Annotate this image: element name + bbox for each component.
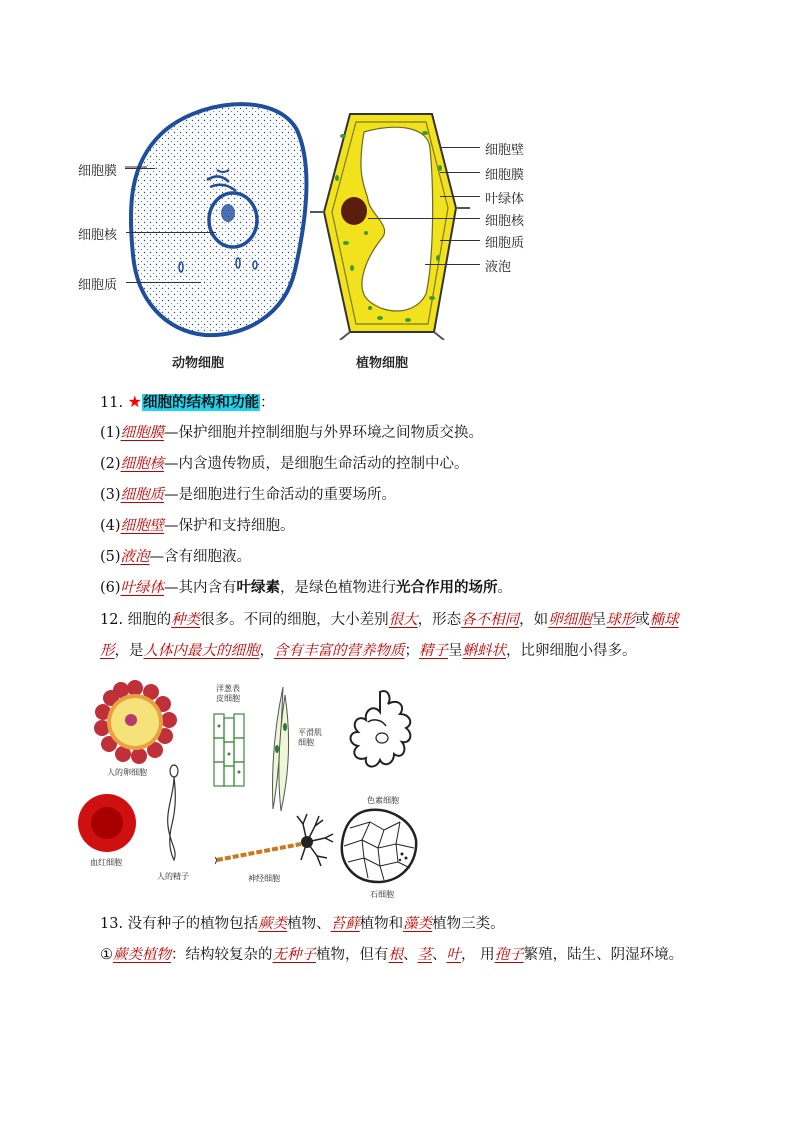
leader-line <box>126 232 216 233</box>
onion-cell-image <box>212 712 248 788</box>
animal-label-membrane: 细胞膜 <box>78 164 118 179</box>
leader-line <box>440 196 480 197</box>
leader-line <box>368 218 480 219</box>
neuron-label: 神经细胞 <box>248 874 280 883</box>
plant-label-chloroplast: 叶绿体 <box>485 192 525 207</box>
star-icon: ★ <box>127 392 143 411</box>
red-blood-cell-image <box>77 793 137 853</box>
stone-cell-label: 石细胞 <box>370 890 394 899</box>
plant-cell-caption: 植物细胞 <box>356 356 409 371</box>
onion-cell-label: 洋葱表皮细胞 <box>216 684 240 703</box>
smooth-muscle-image <box>265 685 297 813</box>
plant-label-nucleus: 细胞核 <box>485 214 525 229</box>
smooth-muscle-label: 平滑肌细胞 <box>298 728 322 747</box>
stone-cell-image <box>340 808 418 884</box>
plant-label-membrane: 细胞膜 <box>485 168 525 183</box>
s12-line-1: 12. 细胞的种类很多。不同的细胞，大小差别很大，形态各不相同，如卵细胞呈球形或椭球 <box>100 612 679 628</box>
egg-cell-image <box>93 680 177 764</box>
animal-cell-diagram <box>125 95 315 345</box>
s11-item-1: (1)细胞膜—保护细胞并控制细胞与外界环境之间物质交换。 <box>100 425 484 441</box>
s11-item-6: (6)叶绿体—其内含有叶绿素，是绿色植物进行光合作用的场所。 <box>100 579 513 596</box>
sperm-label: 人的精子 <box>157 872 189 881</box>
s11-heading: 11. ★细胞的结构和功能： <box>100 392 275 411</box>
neuron-image <box>215 812 335 870</box>
s11-title: 细胞的结构和功能 <box>143 394 260 411</box>
egg-cell-label: 人的卵细胞 <box>107 768 147 777</box>
leader-line <box>440 172 480 173</box>
s13-line-2: ①蕨类植物：结构较复杂的无种子植物，但有根、茎、叶， 用孢子繁殖，陆生、阴湿环境。 <box>100 947 684 963</box>
pigment-cell-label: 色素细胞 <box>367 796 399 805</box>
plant-label-vacuole: 液泡 <box>485 260 512 275</box>
s13-line-1: 13. 没有种子的植物包括蕨类植物、苔藓植物和藻类植物三类。 <box>100 916 505 932</box>
animal-label-cytoplasm: 细胞质 <box>78 278 118 293</box>
plant-label-cytoplasm: 细胞质 <box>485 236 525 251</box>
plant-label-wall: 细胞壁 <box>485 143 525 158</box>
s12-line-2: 形，是人体内最大的细胞，含有丰富的营养物质；精子呈蝌蚪状，比卵细胞小得多。 <box>100 643 637 659</box>
leader-line <box>425 264 480 265</box>
animal-cell-caption: 动物细胞 <box>172 356 225 371</box>
sperm-image <box>162 764 186 864</box>
s11-item-2: (2)细胞核—内含遗传物质，是细胞生命活动的控制中心。 <box>100 456 469 472</box>
plant-cell-diagram <box>310 108 472 340</box>
s11-item-3: (3)细胞质—是细胞进行生命活动的重要场所。 <box>100 487 397 503</box>
s11-item-5: (5)液泡—含有细胞液。 <box>100 549 252 565</box>
leader-line <box>126 282 201 283</box>
s11-item-4: (4)细胞壁—保护和支持细胞。 <box>100 518 295 534</box>
leader-line <box>125 168 155 169</box>
leader-line <box>440 147 480 148</box>
pigment-cell-image <box>338 686 422 784</box>
red-blood-cell-label: 血红细胞 <box>90 858 122 867</box>
animal-label-nucleus: 细胞核 <box>78 228 118 243</box>
leader-line <box>440 240 480 241</box>
